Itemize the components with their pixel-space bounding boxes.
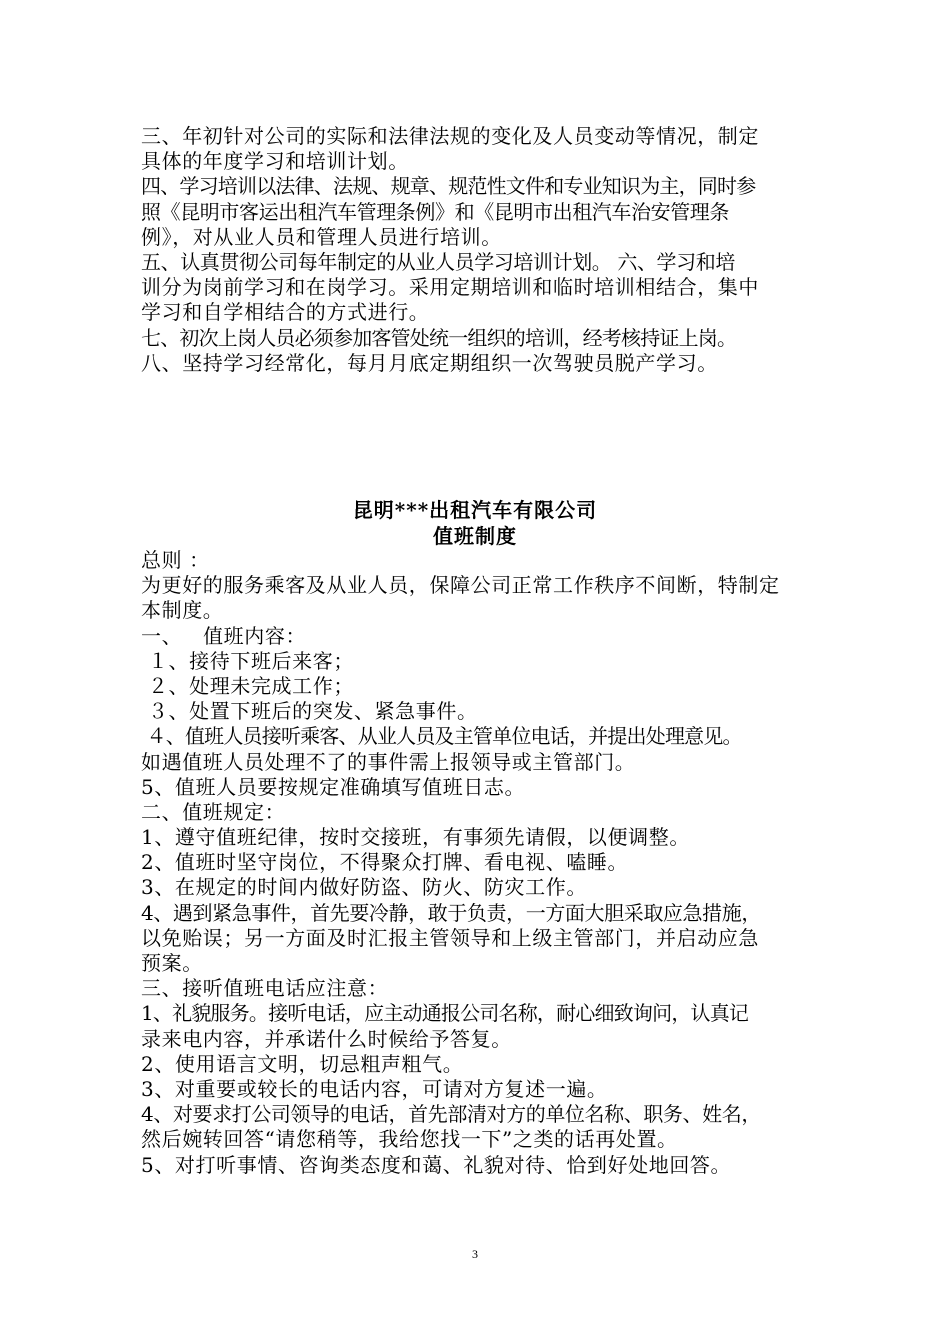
text-line: 1、礼貌服务。接听电话，应主动通报公司名称，耐心细致询问，认真记 (141, 1001, 749, 1026)
text-line: 具体的年度学习和培训计划。 (141, 149, 409, 174)
text-line: 照《昆明市客运出租汽车管理条例》和《昆明市出租汽车治安管理条 (141, 199, 729, 224)
text-line: 八、坚持学习经常化，每月月底定期组织一次驾驶员脱产学习。 (141, 350, 718, 375)
text-line: 以免贻误；另一方面及时汇报主管领导和上级主管部门，并启动应急 (141, 925, 759, 950)
duty-regulations-section (141, 548, 813, 1178)
text-line: 五、认真贯彻公司每年制定的从业人员学习培训计划。 六、学习和培 (141, 249, 735, 274)
text-line: 三、接听值班电话应注意： (141, 976, 389, 1001)
text-line: 二、值班规定： (141, 799, 286, 824)
text-line: 学习和自学相结合的方式进行。 (141, 300, 430, 325)
text-line: 5、值班人员要按规定准确填写值班日志。 (141, 774, 526, 799)
text-line: 3、对重要或较长的电话内容，可请对方复述一遍。 (141, 1076, 608, 1101)
text-line: １、接待下班后来客； (141, 648, 354, 673)
page-number: 3 (472, 1247, 478, 1261)
text-line: ３、处置下班后的突发、紧急事件。 (141, 699, 478, 724)
training-section (141, 124, 813, 376)
text-line: ２、处理未完成工作； (141, 673, 354, 698)
document-title: 值班制度 (433, 524, 517, 548)
text-line: 预案。 (141, 951, 203, 975)
text-line: 3、在规定的时间内做好防盗、防火、防灾工作。 (141, 875, 587, 900)
text-line: 4、对要求打公司领导的电话，首先部清对方的单位名称、职务、姓名， (141, 1102, 761, 1127)
text-line: 本制度。 (141, 598, 224, 623)
text-line: 总则 ： (141, 548, 210, 572)
text-line: 2、使用语言文明，切忌粗声粗气。 (141, 1051, 464, 1076)
text-line: 七、初次上岗人员必须参加客管处统一组织的培训，经考核持证上岗。 (141, 325, 737, 350)
text-line: 1、遵守值班纪律，按时交接班，有事须先请假，以便调整。 (141, 825, 690, 850)
text-line: 4、遇到紧急事件，首先要冷静，敢于负责，一方面大胆采取应急措施， (141, 900, 761, 925)
text-line: 录来电内容，并承诺什么时候给予答复。 (141, 1026, 512, 1051)
text-line: 例》，对从业人员和管理人员进行培训。 (141, 224, 502, 249)
text-line: 训分为岗前学习和在岗学习。采用定期培训和临时培训相结合，集中 (141, 275, 759, 300)
text-line: 四、学习培训以法律、法规、规章、规范性文件和专业知识为主，同时参 (141, 174, 756, 199)
text-line: 2、值班时坚守岗位，不得聚众打牌、看电视、嗑睡。 (141, 850, 629, 875)
text-line: 然后婉转回答“请您稍等，我给您找一下”之类的话再处置。 (141, 1127, 678, 1152)
text-line: 三、年初针对公司的实际和法律法规的变化及人员变动等情况，制定 (141, 124, 759, 148)
text-line: 一、 值班内容： (141, 623, 307, 648)
text-line: 如遇值班人员处理不了的事件需上报领导或主管部门。 (141, 749, 636, 774)
text-line: 为更好的服务乘客及从业人员，保障公司正常工作秩序不间断，特制定 (141, 573, 780, 598)
title-block (0, 497, 950, 549)
text-line: 5、对打听事情、咨询类态度和蔼、礼貌对待、恰到好处地回答。 (141, 1152, 732, 1177)
text-line: ４、值班人员接听乘客、从业人员及主管单位电话，并提出处理意见。 (141, 724, 742, 749)
company-title: 昆明***出租汽车有限公司 (352, 498, 598, 522)
